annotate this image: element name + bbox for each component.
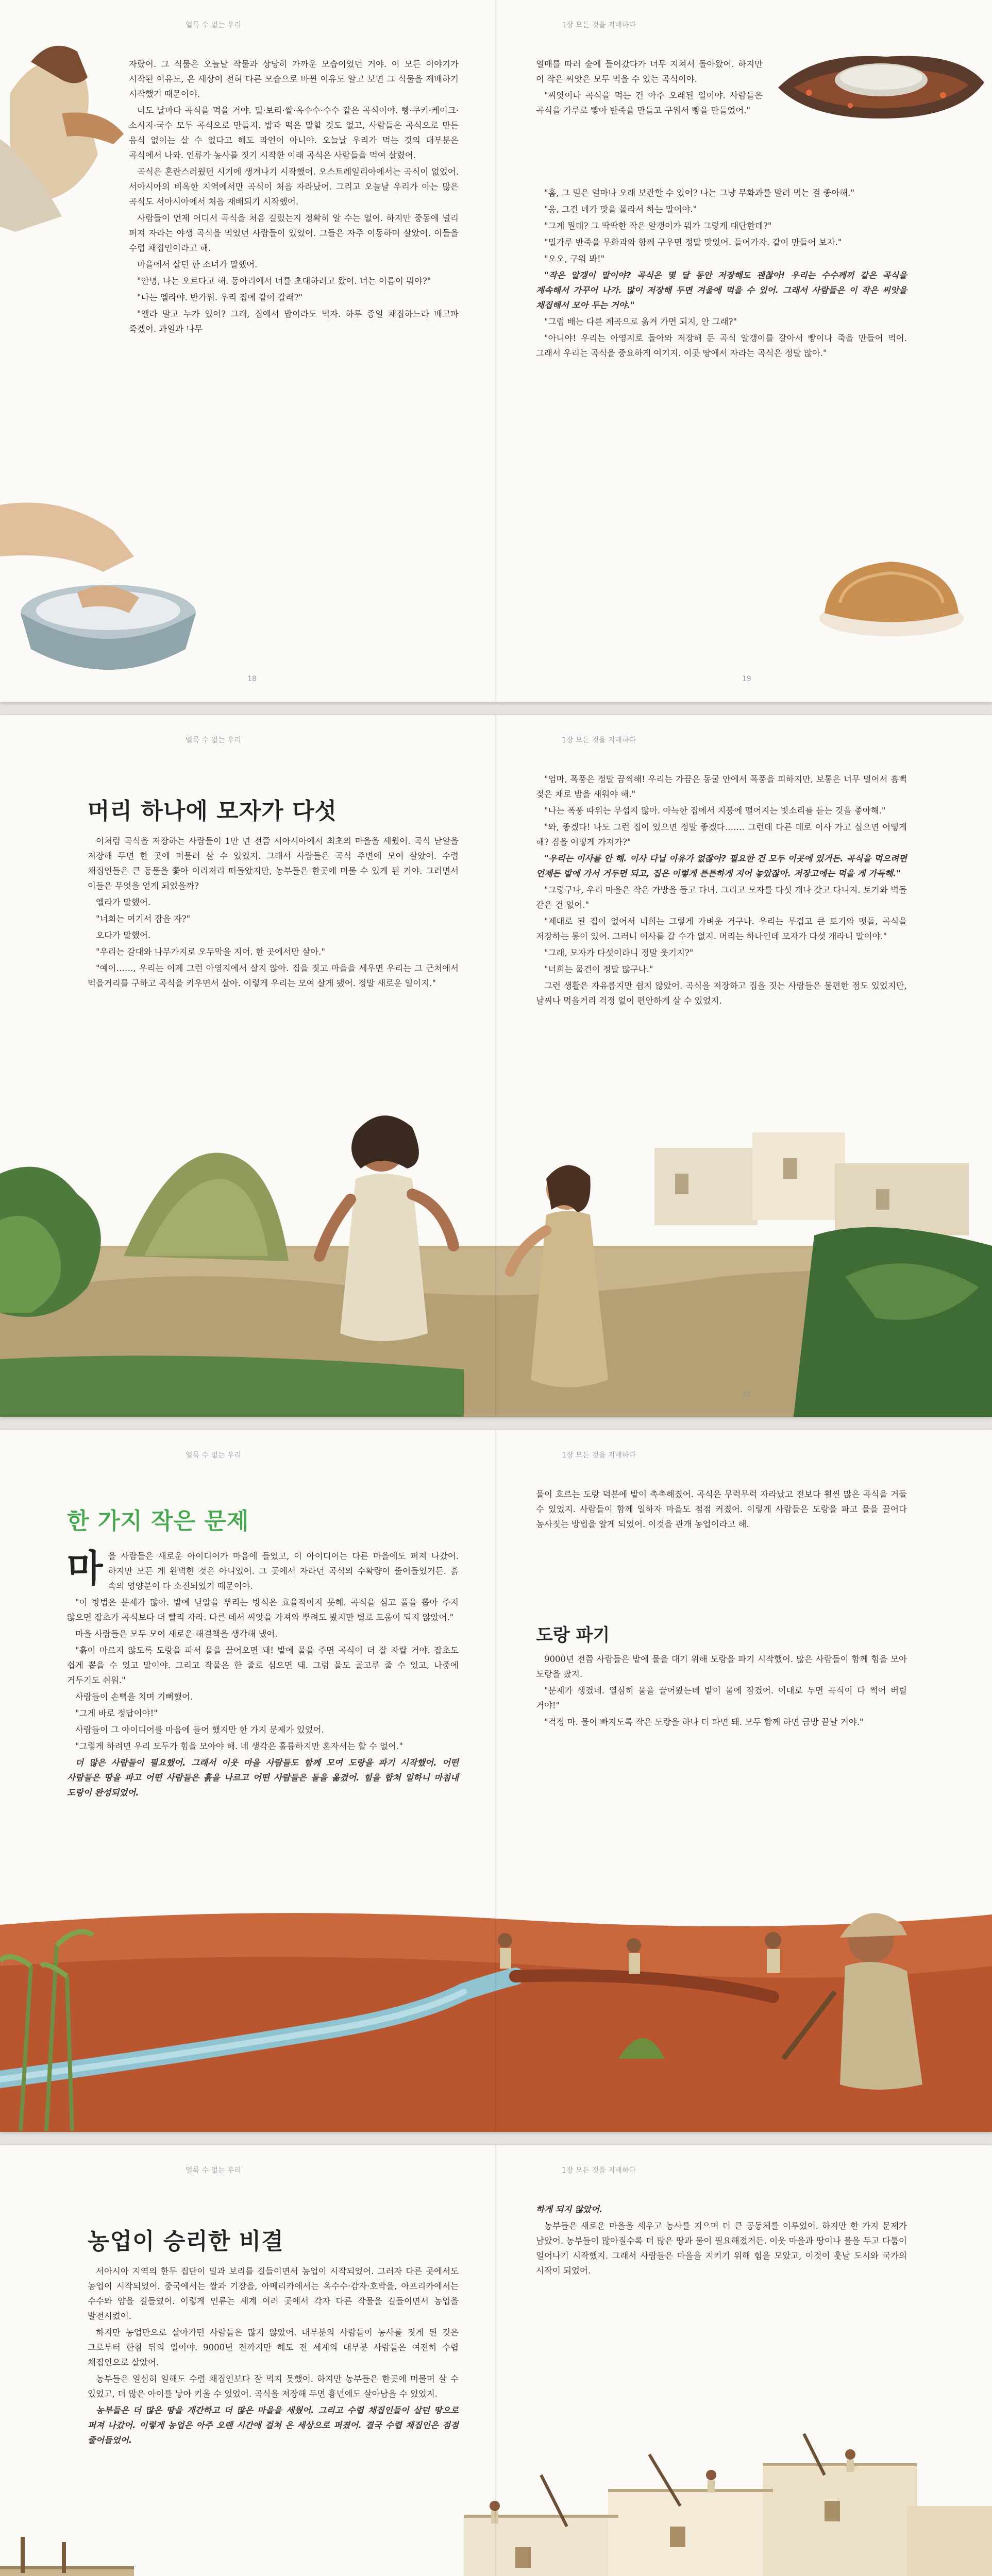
paragraph: 농부들은 새로운 마을을 세우고 농사를 지으며 더 큰 공동체를 이루었어. 하지만 한 가지 문제가 남았어. 농부들이 많아질수록 더 많은 땅과 물이 필요해졌거든. 이웃 마을과 땅이나 물을 두고 다툼이 일어나기 시작했지. 그래서 사람들은 마을을 지키기 위해 힘을 모았고, 이것이 훗날 도시와 국가의 시작이 되었어. (536, 2221, 907, 2276)
body-text-left (88, 834, 459, 992)
subheading: 도랑 파기 (536, 1625, 610, 1646)
running-header-right: 1장 모든 것을 지배하다 (562, 1451, 636, 1460)
body-text-left (129, 57, 459, 338)
paragraph: 9000년 전쯤 사람들은 밭에 물을 대기 위해 도랑을 파기 시작했어. 많은 사람들이 함께 힘을 모아 도랑을 팠지. (536, 1654, 907, 1679)
paragraph: "흠, 그 밀은 얼마나 오래 보관할 수 있어? 나는 그냥 무화과를 말려 먹는 걸 좋아해." (544, 188, 855, 198)
paragraph: "흙이 마르지 않도록 도랑을 파서 물을 끌어오면 돼! 밭에 물을 주면 곡식이 더 잘 자랄 거야. 잡초도 쉽게 뽑을 수 있고 말이야. 그리고 작물은 한 줄로 심으면 돼. 그럼 물도 골고루 줄 수 있고, 나중에 거두기도 쉬워." (67, 1646, 459, 1685)
body-text-right (536, 2202, 907, 2280)
paragraph: 엘라가 말했어. (96, 897, 151, 907)
loaf-illustration (814, 541, 969, 644)
paragraph: 열매를 따러 숲에 들어갔다가 너무 지쳐서 돌아왔어. 하지만 이 작은 씨앗은 모두 먹을 수 있는 곡식이야. (536, 59, 763, 84)
grinding-bowl-illustration (0, 495, 216, 680)
paragraph: "씨앗이나 곡식을 먹는 건 아주 오래된 일이야. 사람들은 곡식을 가루로 빻아 반죽을 만들고 구워서 빵을 만들었어." (536, 91, 763, 115)
paragraph: 이처럼 곡식을 저장하는 사람들이 1만 년 전쯤 서아시아에서 최초의 마을을 세웠어. 곡식 낟알을 저장해 두면 한 곳에 머물러 살 수 있었지. 그래서 사람들은 곡식 주변에 모여 살았어. 수렵 채집인들은 큰 동물을 쫓아 이리저리 떠돌았지만, 농부들은 한곳에 머물 수 있게 된 거야. 그러면서 이들은 무엇을 얻게 되었을까? (88, 836, 459, 891)
paragraph: "응, 그건 네가 맛을 몰라서 하는 말이야." (544, 205, 697, 214)
paragraph: "오오, 구워 봐!" (544, 254, 605, 264)
body-text-right-cont (536, 185, 907, 362)
running-header-left: 얼룩 수 없는 우리 (186, 2166, 242, 2175)
page-number-right: 19 (742, 675, 751, 683)
paragraph: 사람들이 그 아이디어를 마음에 들어 했지만 한 가지 문제가 있었어. (75, 1725, 324, 1735)
paragraph: 농부들은 열심히 일해도 수렵 채집인보다 잘 먹지 못했어. 하지만 농부들은 한곳에 머물며 살 수 있었고, 더 많은 아이를 낳아 키울 수 있었어. 곡식을 저장해 두면 흉년에도 살아남을 수 있었지. (88, 2374, 459, 2399)
paragraph: 농부들은 더 많은 땅을 개간하고 더 많은 마을을 세웠어. 그리고 수렵 채집인들이 살던 땅으로 퍼져 나갔어. 이렇게 농업은 아주 오랜 시간에 걸쳐 온 세상으로 퍼졌어. 결국 수렵 채집인은 점점 줄어들었어. (88, 2405, 459, 2445)
paragraph: "밀가루 반죽을 무화과와 함께 구우면 정말 맛있어. 들어가자. 같이 만들어 보자." (544, 238, 842, 247)
paragraph: "우리는 갈대와 나무가지로 오두막을 지어. 한 곳에서만 살아." (96, 947, 325, 957)
spread-4 (0, 2145, 992, 2576)
bread-on-stones-illustration (773, 31, 989, 134)
paragraph: 하지만 농업만으로 살아가던 사람들은 많지 않았어. 대부분의 사람들이 농사를 짓게 된 것은 그로부터 한참 뒤의 일이야. 9000년 전까지만 해도 전 세계의 대부분 사람들은 여전히 수렵 채집인으로 살았어. (88, 2328, 459, 2367)
paragraph: "문제가 생겼네. 열심히 물을 끌어왔는데 밭이 물에 잠겼어. 이대로 두면 곡식이 다 썩어 버릴 거야!" (536, 1686, 907, 1710)
paragraph: 사람들이 언제 어디서 곡식을 처음 길렀는지 정확히 알 수는 없어. 하지만 중동에 널리 퍼져 자라는 야생 곡식을 먹었던 사람들이 있었어. 그들은 자주 이동하며 살았어. 이들을 수렵 채집인이라고 해. (129, 213, 459, 253)
paragraph: 물이 흐르는 도랑 덕분에 밭이 촉촉해졌어. 곡식은 무럭무럭 자라났고 전보다 훨씬 많은 곡식을 거둘 수 있었지. 사람들이 함께 일하자 마을도 점점 커졌어. 이렇게 사람들은 도랑을 파고 물을 끌어다 농사짓는 방법을 알게 되었어. 이것을 관개 농업이라고 해. (536, 1489, 907, 1529)
paragraph: "나는 폭풍 따위는 무섭지 않아. 아늑한 집에서 지붕에 떨어지는 빗소리를 듣는 것을 좋아해." (544, 806, 886, 816)
paragraph: "나는 엘라야. 반가워. 우리 집에 같이 갈래?" (137, 293, 303, 302)
paragraph: "예이……, 우리는 이제 그런 아영지에서 살지 않아. 집을 짓고 마을을 세우면 우리는 그 근처에서 먹을거리를 구하고 곡식을 키우면서 살아. 이렇게 우리는 모여 살게 됐어. 정말 새로운 일이지." (88, 963, 459, 988)
paragraph: "엄마, 폭풍은 정말 끔찍해! 우리는 가끔은 동굴 안에서 폭풍을 피하지만, 보통은 너무 멀어서 흠뻑 젖은 채로 밤을 새워야 해." (536, 774, 907, 799)
paragraph: "걱정 마. 물이 빠지도록 작은 도랑을 하나 더 파면 돼. 모두 함께 하면 금방 끝날 거야." (544, 1717, 864, 1727)
body-text-right (536, 772, 907, 1010)
paragraph: "너희는 여기서 잠을 자?" (96, 914, 191, 924)
paragraph: 그런 생활은 자유롭지만 쉽지 않았어. 곡식을 저장하고 집을 짓는 사람들은 불편한 점도 있었지만, 날씨나 먹을거리 걱정 없이 편안하게 살 수 있었지. (536, 981, 907, 1006)
paragraph: 오다가 말했어. (96, 930, 151, 940)
paragraph: "그게 뭔데? 그 딱딱한 작은 알갱이가 뭐가 그렇게 대단한데?" (544, 221, 772, 231)
paragraph: 자랐어. 그 식물은 오늘날 작물과 상당히 가까운 모습이었던 거야. 이 모든 이야기가 시작된 이유도, 온 세상이 전혀 다른 모습으로 바뀐 이유도 알고 보면 그 식물을 재배하기 시작했기 때문이야. (129, 59, 459, 99)
paragraph: "그래, 모자가 다섯이라니 정말 웃기지?" (544, 948, 694, 958)
paragraph: 마을 사람들은 모두 모여 새로운 해결책을 생각해 냈어. (75, 1629, 278, 1639)
paragraph: 더 많은 사람들이 필요했어. 그래서 이웃 마을 사람들도 함께 모여 도랑을 파기 시작했어. 어떤 사람들은 땅을 파고 어떤 사람들은 흙을 나르고 어떤 사람들은 돌을 옮겼어. 힘을 합쳐 일하니 마침내 도랑이 완성되었어. (67, 1758, 459, 1798)
ditch-digging-illustration (0, 1863, 992, 2132)
page-number-left: 18 (247, 675, 257, 683)
paragraph: "제대로 된 집이 없어서 너희는 그렇게 가벼운 거구나. 우리는 무겁고 큰 토기와 맷돌, 곡식을 저장하는 통이 있어. 그러니 이사를 갈 수가 없지. 머리는 하나인데 모자가 다섯 개라니 말이야." (536, 917, 907, 941)
paragraph: "너희는 물건이 정말 많구나." (544, 964, 653, 974)
spread-2 (0, 715, 992, 1417)
woman-illustration (0, 31, 134, 237)
mudbrick-town-illustration (0, 2413, 992, 2576)
body-text-right (536, 1487, 907, 1533)
paragraph: 마을에서 살던 한 소녀가 말했어. (137, 260, 258, 269)
paragraph: "그렇구나, 우리 마을은 작은 가방을 들고 다녀. 그리고 모자를 다섯 개나 갖고 다니지. 토기와 벽돌 같은 건 없어." (536, 885, 907, 910)
body-text-right (536, 57, 763, 120)
running-header-right: 1장 모든 것을 지배하다 (562, 2166, 636, 2175)
paragraph: 곡식은 혼란스러웠던 시기에 생겨나기 시작했어. 오스트레일리아에서는 곡식이 없었어. 서아시아의 비옥한 지역에서만 곡식이 처음 자라났어. 그리고 오늘날 우리가 아는 많은 곡식도 서아시아에서 처음 재배되기 시작했어. (129, 167, 459, 207)
paragraph: "이 방법은 문제가 많아. 밭에 낟알을 뿌리는 방식은 효율적이지 못해. 곡식을 심고 풀을 뽑아 주지 않으면 잡초가 곡식보다 더 빨리 자라. 다른 데서 씨앗을 가져와 뿌려도 봤지만 별로 도움이 되지 않았어." (67, 1598, 459, 1622)
paragraph: 너도 날마다 곡식을 먹을 거야. 밀·보리·쌀·옥수수·수수 같은 곡식이야. 빵·쿠키·케이크·소시지·국수 모두 곡식으로 만들지. 밥과 떡은 말할 것도 없고, 사람들은 곡식으로 만든 음식 없이는 살 수 없다고 해도 과언이 아니야. 오늘날 우리가 먹는 것의 대부분은 곡식에서 나와. 인류가 농사를 짓기 시작한 이래 곡식은 사람들을 먹여 살렸어. (129, 106, 459, 160)
running-header-left: 얼룩 수 없는 우리 (186, 1451, 242, 1460)
body-text-right-ditch (536, 1652, 907, 1731)
two-girls-village-illustration (0, 1091, 992, 1417)
drop-cap: 마 (67, 1547, 103, 1590)
running-header-left: 얼룩 수 없는 우리 (186, 736, 242, 744)
paragraph: 하게 되지 않았어. (536, 2205, 603, 2214)
running-header-right: 1장 모든 것을 지배하다 (562, 736, 636, 744)
spread-1 (0, 0, 992, 702)
chapter-title: 머리 하나에 모자가 다섯 (88, 798, 337, 824)
running-header-left: 얼룩 수 없는 우리 (186, 21, 242, 29)
paragraph: 마을 사람들은 새로운 아이디어가 마음에 들었고, 이 아이디어는 다른 마을에도 퍼져 나갔어. 하지만 모든 게 완벽한 것은 아니었어. 그 곳에서 자라던 곡식의 수확량이 줄어들었거든. 흙 속의 영양분이 다 소진되었기 때문이야. (67, 1547, 459, 1591)
spread-3 (0, 1430, 992, 2132)
paragraph: "엘라 말고 누가 있어? 그래, 집에서 밥이라도 먹자. 하루 종일 채집하느라 배고파 죽겠어. 과일과 나무 (129, 309, 459, 334)
paragraph: "작은 알갱이 말이야? 곡식은 몇 달 동안 저장해도 괜찮아! 우리는 수수께끼 같은 곡식을 계속해서 가꾸어 나가. 많이 저장해 두면 겨울에 먹을 수 있어. 그래서 사람들은 이 작은 씨앗을 채집해서 모아 두는 거야." (536, 270, 907, 310)
paragraph: "그게 바로 정답이야!" (75, 1708, 158, 1718)
paragraph: "그렇게 하려면 우리 모두가 힘을 모아야 해. 네 생각은 훌륭하지만 혼자서는 할 수 없어." (75, 1741, 403, 1751)
paragraph: "우리는 이사를 안 해. 이사 다닐 이유가 없잖아? 필요한 건 모두 이곳에 있거든. 곡식을 먹으려면 언제든 밭에 가서 거두면 되고, 집은 이렇게 튼튼하게 지어 놓았잖아. 저장고에는 먹을 게 가득해." (536, 854, 907, 878)
chapter-title: 농업이 승리한 비결 (88, 2228, 284, 2255)
paragraph: 사람들이 손뼉을 치며 기뻐했어. (75, 1692, 193, 1702)
paragraph: "와, 좋겠다! 나도 그런 집이 있으면 정말 좋겠다……. 그런데 다른 데로 이사 가고 싶으면 어떻게 해? 짐을 어떻게 가져가?" (536, 822, 907, 847)
paragraph: 서아시아 지역의 한두 집단이 밀과 보리를 길들이면서 농업이 시작되었어. 그러자 다른 곳에서도 농업이 시작되었어. 중국에서는 쌀과 기장을, 아메리카에서는 옥수수·감자·호박을, 아프리카에서는 수수와 얌을 길들였어. 이렇게 인류는 세계 여러 곳에서 각자 다른 작물을 길들이면서 농업을 발전시켰어. (88, 2266, 459, 2321)
paragraph: "아니야! 우리는 아영지로 돌아와 저장해 둔 곡식 알갱이를 갈아서 빵이나 죽을 만들어 먹어. 그래서 우리는 곡식을 중요하게 여기지. 이곳 땅에서 자라는 곡식은 정말 많아." (536, 333, 907, 358)
page-number-right: 21 (742, 1390, 751, 1398)
chapter-title: 한 가지 작은 문제 (67, 1508, 249, 1534)
paragraph: "그럼 배는 다른 계곡으로 옮겨 가면 되지, 안 그래?" (544, 317, 737, 327)
body-text-left (67, 1549, 459, 1802)
paragraph: "안녕, 나는 오르다고 해. 동아리에서 너를 초대하려고 왔어. 너는 이름이 뭐야?" (137, 276, 431, 286)
running-header-right: 1장 모든 것을 지배하다 (562, 21, 636, 29)
